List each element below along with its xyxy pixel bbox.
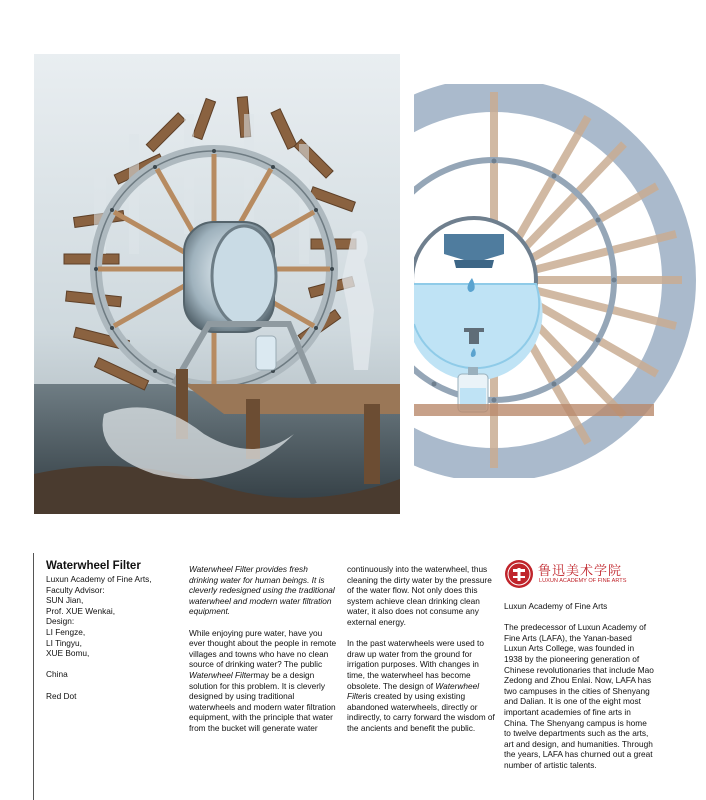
description-column-continued bbox=[347, 564, 497, 744]
academy-seal-icon bbox=[504, 559, 534, 589]
school-logo bbox=[504, 559, 664, 589]
waterwheel-render-image bbox=[34, 54, 400, 514]
product-name-italic: Waterwheel Filter bbox=[347, 680, 480, 702]
text-run: is created by using existing abandoned waterwheels, directly or indirectly, to carry forward the wisdom of the ancients and benefit the public. bbox=[347, 691, 495, 733]
body-paragraph-4 bbox=[347, 638, 497, 733]
body-paragraph-3: continuously into the waterwheel, thus cleaning the dirty water by the pressure of the water flow. Not only does this system achieve clean drinking clean water, it also does not consume any external energy. bbox=[347, 564, 492, 627]
credits-list bbox=[46, 574, 176, 659]
country: China bbox=[46, 669, 68, 680]
text-run: In the past waterwheels were used to draw up water from the ground for irrigation purposes. With changes in time, the waterwheel has become obsolete. The design of bbox=[347, 638, 484, 691]
text-run: may be a design solution for this problem. It is cleverly designed by using traditional waterwheels and modern water filtration equipment, with the principle that water from the bucket will generate water bbox=[189, 669, 336, 733]
credits-column bbox=[46, 560, 176, 701]
logo-chinese-text: 鲁迅美术学院 bbox=[538, 564, 623, 579]
column-divider-line bbox=[33, 553, 34, 800]
credit-line: Design: bbox=[46, 616, 75, 627]
school-body: The predecessor of Luxun Academy of Fine Arts (LAFA), the Yanan-based Luxun Arts College, was founded in 1938 by the pioneering generation of Chinese revolutionaries that include Mao Zedong and Zhou Enlai. Now, LAFA has two campuses in the cities of Shenyang and Dalian. It is one of the eight most important academies of fine arts in China. The Shenyang campus is home to twelve departments such as the arts, art and design, and humanities. Through the years, LAFA has churned out a great number of artistic talents. bbox=[504, 622, 654, 770]
credit-line: LI Tingyu, bbox=[46, 637, 82, 648]
description-column bbox=[189, 564, 337, 744]
school-heading: Luxun Academy of Fine Arts bbox=[504, 601, 608, 611]
school-column bbox=[504, 601, 654, 781]
waterwheel-cross-section-diagram bbox=[414, 84, 706, 478]
body-paragraph-2 bbox=[189, 628, 337, 734]
intro-text: Waterwheel Filter provides fresh drinking water for human beings. It is cleverly redesigned using the traditional waterwheel and modern water filtration equipment. bbox=[189, 564, 335, 617]
award: Red Dot bbox=[46, 690, 77, 701]
credit-line: Faculty Advisor: bbox=[46, 584, 105, 595]
credit-line: SUN Jian, bbox=[46, 595, 84, 606]
logo-english-text: LUXUN ACADEMY OF FINE ARTS bbox=[539, 578, 627, 584]
product-name-italic: Waterwheel Filter bbox=[189, 669, 254, 680]
text-run: While enjoying pure water, have you ever thought about the people in remote villages and towns who have no clean source of drinking water? The public bbox=[189, 627, 337, 670]
project-title: Waterwheel Filter bbox=[46, 560, 141, 572]
credit-line: Prof. XUE Wenkai, bbox=[46, 605, 116, 616]
credit-line: Luxun Academy of Fine Arts, bbox=[46, 574, 152, 584]
credit-line: LI Fengze, bbox=[46, 626, 86, 637]
credit-line: XUE Bomu, bbox=[46, 648, 90, 659]
